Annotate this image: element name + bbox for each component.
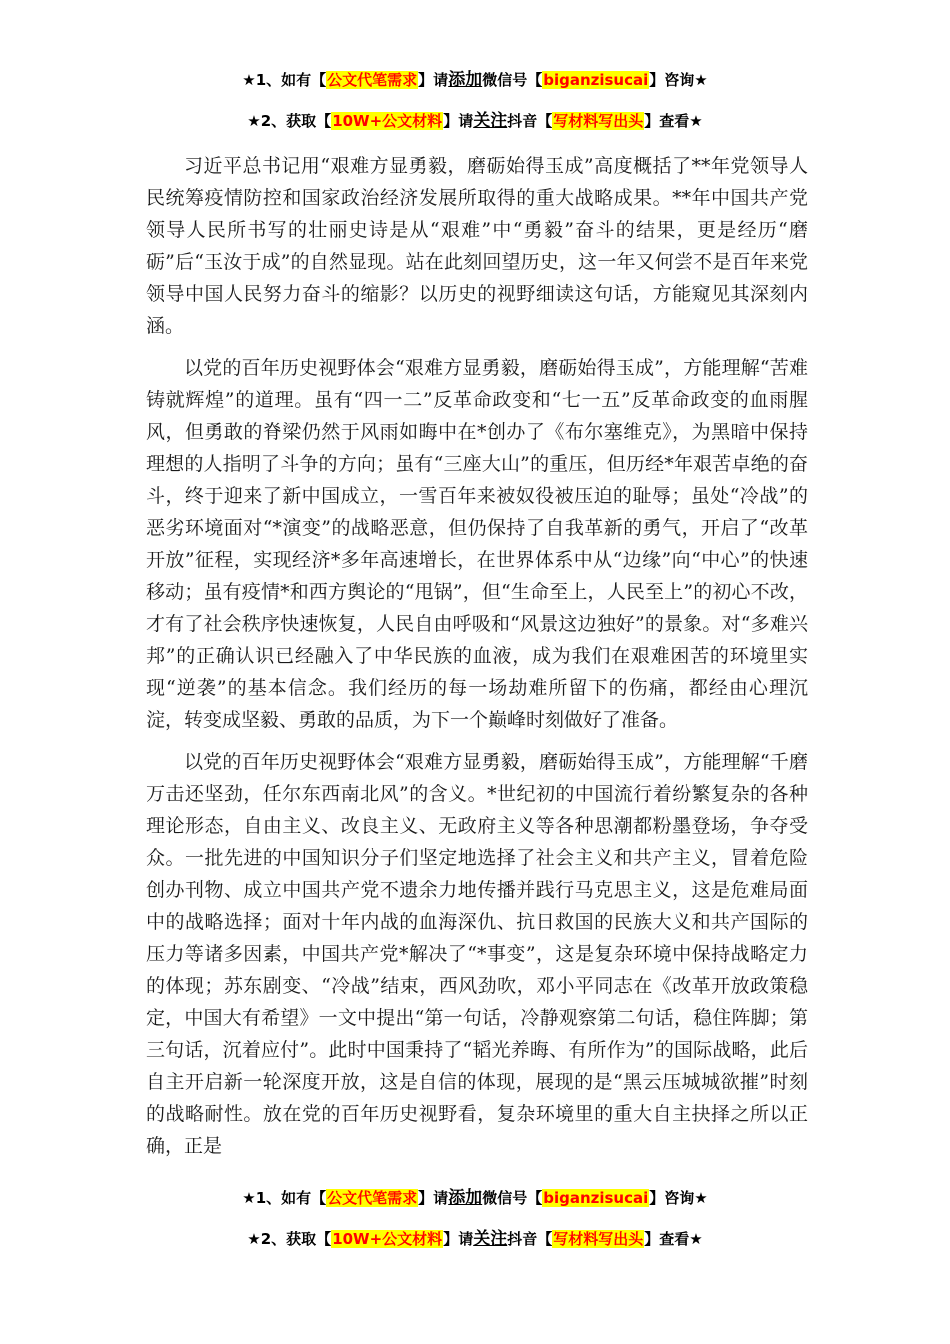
- notice-text: 】查看★: [644, 112, 703, 130]
- notice-text: 微信号【: [482, 1189, 543, 1207]
- article-body: [146, 150, 808, 1172]
- notice-text: ★2、获取【: [247, 112, 332, 130]
- underlined-word: 关注: [473, 1229, 508, 1249]
- highlight-wechat-id: biganzisucai: [543, 1189, 649, 1207]
- footer-notice-line-1: [0, 1187, 950, 1209]
- paragraph-2: 以党的百年历史视野体会“艰难方显勇毅，磨砺始得玉成”，方能理解“苦难铸就辉煌”的道理。虽有“四一二”反革命政变和“七一五”反革命政变的血雨腥风，但勇敢的脊梁仍然于风雨如晦中在*创办了《布尔塞维克》，为黑暗中保持理想的人指明了斗争的方向；虽有“三座大山”的重压，但历经*年艰苦卓绝的奋斗，终于迎来了新中国成立，一雪百年来被奴役被压迫的耻辱；虽处“冷战”的恶劣环境面对“*演变”的战略恶意，但仍保持了自我革新的勇气，开启了“改革开放”征程，实现经济*多年高速增长，在世界体系中从“边缘”向“中心”的快速移动；虽有疫情*和西方舆论的“甩锅”，但“生命至上，人民至上”的初心不改，才有了社会秩序快速恢复，人民自由呼吸和“风景这边独好”的景象。对“多难兴邦”的正确认识已经融入了中华民族的血液，成为我们在艰难困苦的环境里实现“逆袭”的基本信念。我们经历的每一场劫难所留下的伤痛，都经由心理沉淀，转变成坚毅、勇敢的品质，为下一个巅峰时刻做好了准备。: [146, 357, 808, 731]
- notice-text: 】请: [418, 1189, 449, 1207]
- notice-text: 】咨询★: [649, 71, 708, 89]
- notice-text: 】咨询★: [649, 1189, 708, 1207]
- paragraph-3: 以党的百年历史视野体会“艰难方显勇毅，磨砺始得玉成”，方能理解“千磨万击还坚劲，任尔东西南北风”的含义。*世纪初的中国流行着纷繁复杂的各种理论形态，自由主义、改良主义、无政府主义等各种思潮都粉墨登场，争夺受众。一批先进的中国知识分子们坚定地选择了社会主义和共产主义，冒着危险创办刊物、成立中国共产党不遗余力地传播并践行马克思主义，这是危难局面中的战略选择；面对十年内战的血海深仇、抗日救国的民族大义和共产国际的压力等诸多因素，中国共产党*解决了“*事变”，这是复杂环境中保持战略定力的体现；苏东剧变、“冷战”结束，西风劲吹，邓小平同志在《改革开放政策稳定，中国大有希望》一文中提出“第一句话，冷静观察第二句话，稳住阵脚；第三句话，沉着应付”。此时中国秉持了“韬光养晦、有所作为”的国际战略，此后自主开启新一轮深度开放，这是自信的体现，展现的是“黑云压城城欲摧”时刻的战略耐性。放在党的百年历史视野看，复杂环境里的重大自主抉择之所以正确，正是: [146, 751, 808, 1157]
- highlight-wechat-id: biganzisucai: [543, 71, 649, 89]
- notice-text: 】请: [443, 112, 474, 130]
- highlight-douyin-account: 写材料写出头: [553, 112, 644, 130]
- header-notice-line-1: [0, 69, 950, 91]
- highlight-service: 公文代笔需求: [327, 1189, 418, 1207]
- notice-text: 抖音【: [507, 1230, 553, 1248]
- underlined-word: 添加: [448, 1188, 483, 1208]
- notice-text: 微信号【: [482, 71, 543, 89]
- notice-text: 抖音【: [507, 112, 553, 130]
- underlined-word: 添加: [448, 70, 483, 90]
- paragraph-1: 习近平总书记用“艰难方显勇毅，磨砺始得玉成”高度概括了**年党领导人民统筹疫情防控和国家政治经济发展所取得的重大战略成果。**年中国共产党领导人民所书写的壮丽史诗是从“艰难”中“勇毅”奋斗的结果，更是经历“磨砺”后“玉汝于成”的自然显现。站在此刻回望历史，这一年又何尝不是百年来党领导中国人民努力奋斗的缩影？以历史的视野细读这句话，方能窥见其深刻内涵。: [146, 155, 808, 337]
- notice-text: 】查看★: [644, 1230, 703, 1248]
- highlight-douyin-account: 写材料写出头: [553, 1230, 644, 1248]
- notice-text: 】请: [418, 71, 449, 89]
- underlined-word: 关注: [473, 111, 508, 131]
- notice-text: ★2、获取【: [247, 1230, 332, 1248]
- header-notice-line-2: [0, 110, 950, 132]
- notice-text: ★1、如有【: [242, 1189, 327, 1207]
- highlight-materials: 10W+公文材料: [332, 112, 443, 130]
- notice-text: 】请: [443, 1230, 474, 1248]
- highlight-service: 公文代笔需求: [327, 71, 418, 89]
- footer-notice-line-2: [0, 1228, 950, 1250]
- highlight-materials: 10W+公文材料: [332, 1230, 443, 1248]
- notice-text: ★1、如有【: [242, 71, 327, 89]
